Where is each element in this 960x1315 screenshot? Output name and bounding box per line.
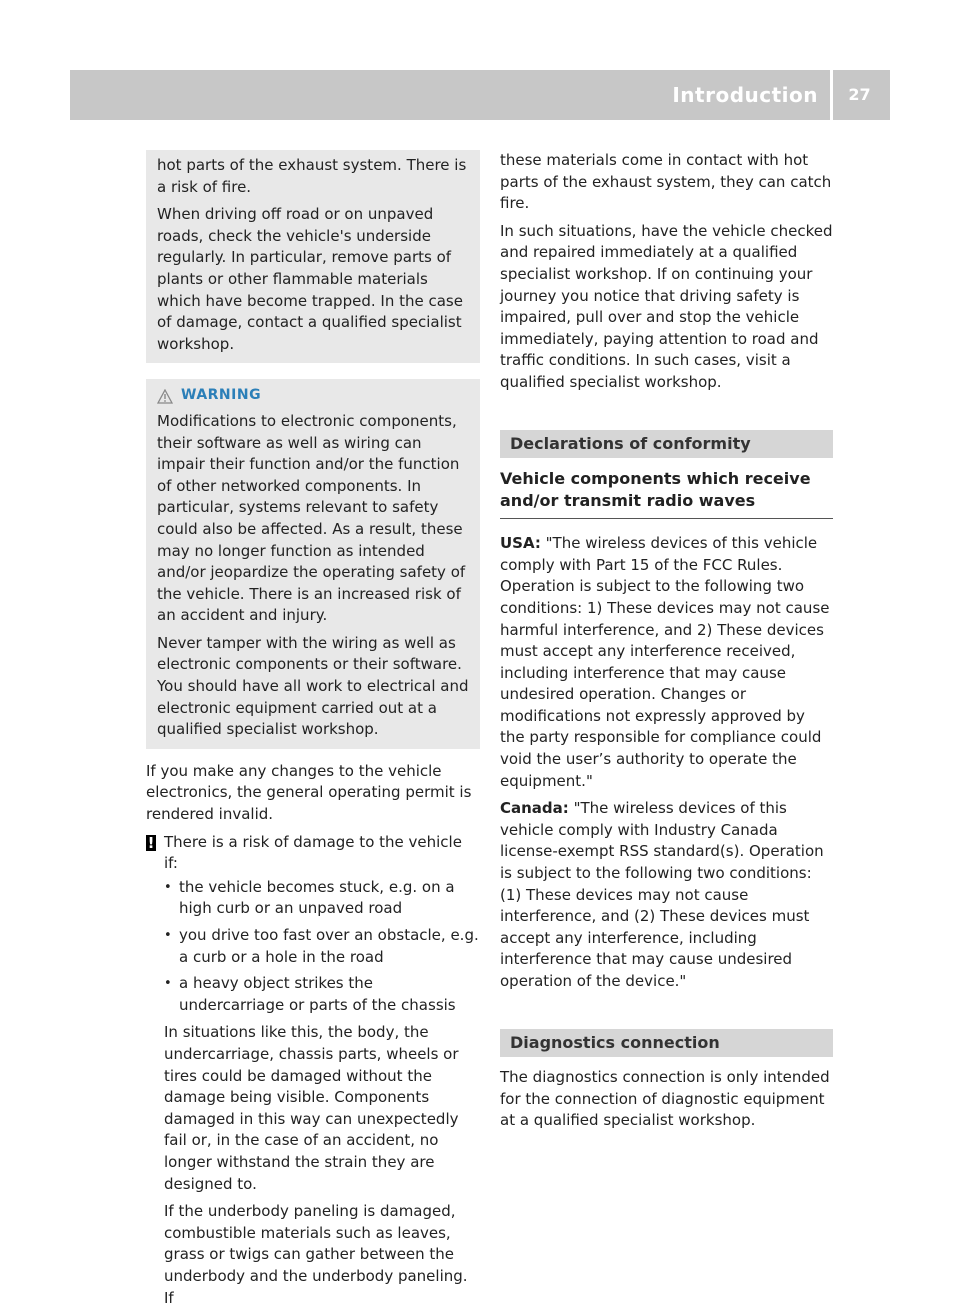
fire-risk-box bbox=[146, 150, 480, 363]
bullet: • bbox=[164, 879, 172, 895]
header-separator bbox=[830, 70, 833, 120]
warning-heading bbox=[157, 385, 472, 407]
list-item-text: the vehicle becomes stuck, e.g. on a high curb or an unpaved road bbox=[179, 877, 455, 918]
usa-label: USA: bbox=[500, 534, 541, 553]
usa-paragraph bbox=[500, 533, 833, 792]
list-item-text: a heavy object strikes the undercarriage or parts of the chassis bbox=[179, 974, 456, 1014]
situations-paragraph: In situations like this, the body, the undercarriage, chassis parts, wheels or tires could be damaged without the damage being visible. Components damaged in this way can unexpectedly fail or, in the case of an accident, no longer withstand the strain they are designed to. bbox=[164, 1023, 459, 1193]
section-diagnostics: Diagnostics connection bbox=[500, 1029, 833, 1058]
list-item bbox=[164, 925, 480, 968]
warning-label: WARNING bbox=[181, 387, 262, 404]
box-paragraph: When driving off road or on unpaved roads, check the vehicle's underside regularly. In particular, remove parts of plants or other flammable materials which have become trapped. In the case of damage, contact a qualified specialist workshop. bbox=[157, 205, 463, 353]
damage-list bbox=[164, 877, 480, 1017]
list-item-text: you drive too fast over an obstacle, e.g. a curb or a hole in the road bbox=[179, 926, 479, 966]
radio-waves-heading: Vehicle components which receive and/or transmit radio waves bbox=[500, 468, 833, 519]
bullet: • bbox=[164, 976, 172, 992]
exclamation-icon: ! bbox=[147, 833, 155, 852]
left-column bbox=[146, 150, 480, 1315]
list-item bbox=[164, 973, 480, 1016]
section-declarations: Declarations of conformity bbox=[500, 430, 833, 459]
warning-paragraph: Modifications to electronic components, their software as well as wiring can impair their function and/or the function of other networked components. In particular, systems relevant to safety could also be affected. As a result, these may no longer function as intended and/or jeopardize the operating safety of the vehicle. There is an increased risk of an accident and injury. bbox=[157, 411, 466, 625]
header-title: Introduction bbox=[672, 83, 818, 107]
changes-paragraph: If you make any changes to the vehicle electronics, the general operating permit is rendered invalid. bbox=[146, 761, 472, 824]
situations-repair-paragraph: In such situations, have the vehicle checked and repaired immediately at a qualified specialist workshop. If on continuing your journey you notice that driving safety is impaired, pull over and stop the vehicle immediately, paying attention to road and traffic conditions. In such cases, visit a qualified specialist workshop. bbox=[500, 221, 833, 391]
warning-triangle-icon bbox=[157, 389, 173, 404]
damage-notice bbox=[146, 832, 480, 875]
page-number: 27 bbox=[848, 85, 871, 104]
damage-intro: There is a risk of damage to the vehicle if: bbox=[164, 832, 462, 873]
page-header bbox=[70, 70, 890, 120]
usa-text: "The wireless devices of this vehicle comply with Part 15 of the FCC Rules. Operation is subject to the following two conditions: 1) These devices may not cause harmful interference, and 2) These devices must accept any interference received, including interference that may cause undesired operation. Changes or modifications not expressly approved by the party responsible for compliance could void the user’s authority to operate the equipment." bbox=[500, 534, 830, 790]
box-paragraph: hot parts of the exhaust system. There is a risk of fire. bbox=[157, 156, 467, 196]
diagnostics-paragraph: The diagnostics connection is only intended for the connection of diagnostic equipment at a qualified specialist workshop. bbox=[500, 1068, 830, 1130]
right-column bbox=[500, 150, 833, 1138]
bullet: • bbox=[164, 928, 172, 943]
warning-box bbox=[146, 379, 480, 749]
canada-text: "The wireless devices of this vehicle comply with Industry Canada license-exempt RSS standard(s). Operation is subject to the following two conditions: (1) These devices may not cause interference, and (2) These devices must accept any interference, including interference that may cause undesired operation of the device." bbox=[500, 799, 824, 990]
warning-paragraph: Never tamper with the wiring as well as electronic components or their software. You should have all work to electrical and electronic equipment carried out at a qualified specialist workshop. bbox=[157, 633, 469, 739]
list-item bbox=[164, 877, 480, 920]
canada-label: Canada: bbox=[500, 799, 569, 818]
canada-paragraph bbox=[500, 798, 833, 992]
underbody-paragraph: If the underbody paneling is damaged, combustible materials such as leaves, grass or twigs can gather between the underbody and the underbody paneling. If bbox=[164, 1202, 468, 1307]
continued-paragraph: these materials come in contact with hot parts of the exhaust system, they can catch fire. bbox=[500, 151, 832, 213]
